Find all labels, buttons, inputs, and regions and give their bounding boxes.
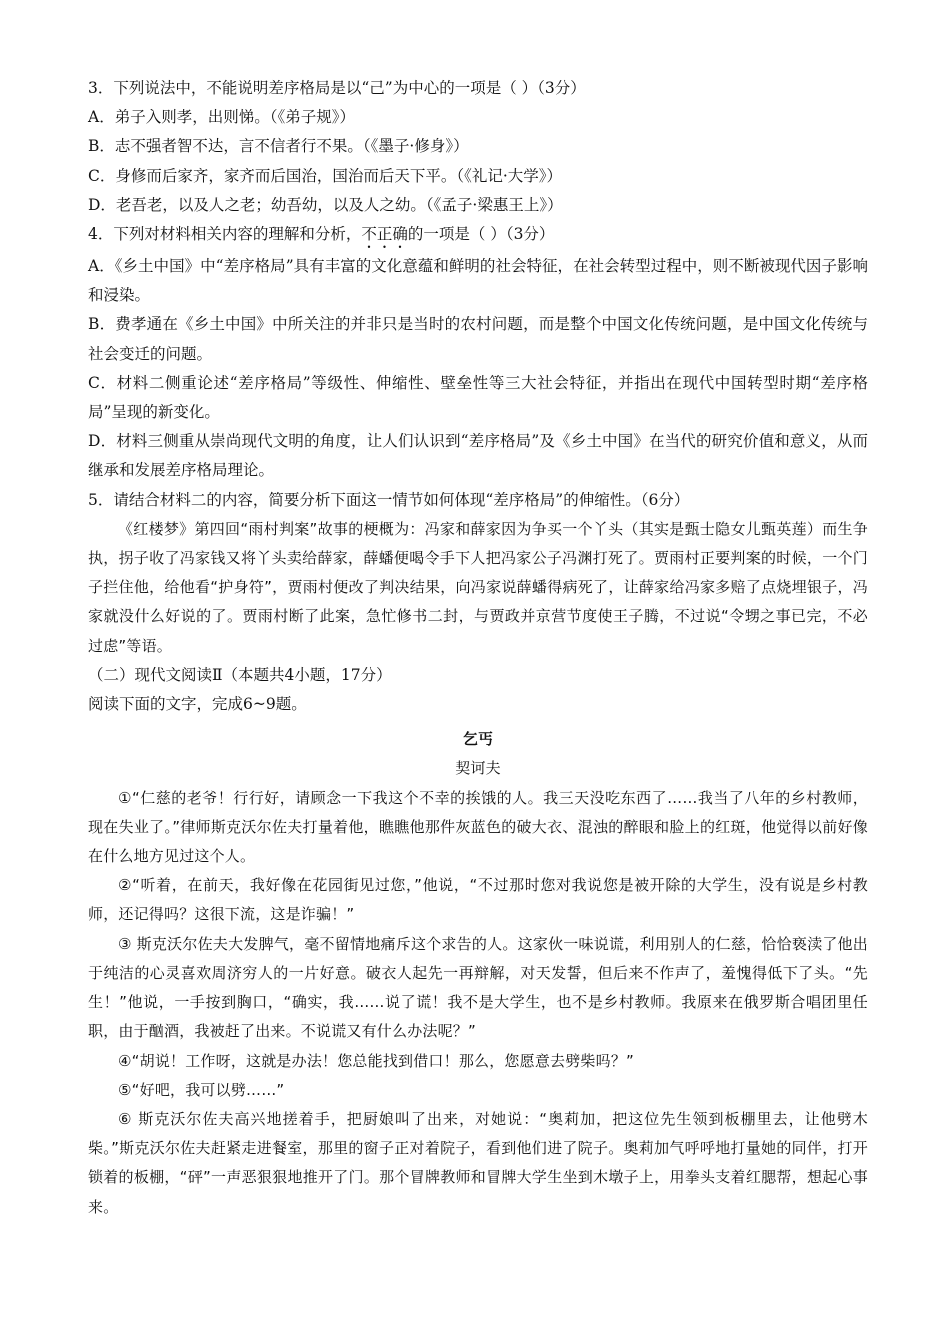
story-paragraph-1: ①“仁慈的老爷！行行好，请顾念一下我这个不幸的挨饿的人。我三天没吃东西了……我当了八年的乡村教师，现在失业了。”律师斯克沃尔佐夫打量着他，瞧瞧他那件灰蓝色的破大衣、混浊的醉眼和脸上的红斑，他觉得以前好像在什么地方见过这个人。 [88, 788, 868, 866]
q4-stem-before: 4．下列对材料相关内容的理解和分析， [88, 225, 362, 244]
q5-stem: 5．请结合材料二的内容，简要分析下面这一情节如何体现“差序格局”的伸缩性。（6分） [88, 490, 690, 509]
q4-option-c: C．材料二侧重论述“差序格局”等级性、伸缩性、壁垒性等三大社会特征，并指出在现代中国转型时期“差序格局”呈现的新变化。 [88, 373, 868, 422]
exam-page [88, 74, 868, 1222]
q3-option-b: B．志不强者智不达，言不信者行不果。（《墨子·修身》） [88, 137, 469, 156]
q4-stem-after: 的一项是（ ）（3分） [407, 225, 555, 244]
story-paragraph-4: ④“胡说！工作呀，这就是办法！您总能找到借口！那么，您愿意去劈柴吗？” [118, 1051, 634, 1070]
story-paragraph-5: ⑤“好吧，我可以劈……” [118, 1080, 285, 1099]
q3-option-c: C．身修而后家齐，家齐而后国治，国治而后天下平。（《礼记·大学》） [88, 166, 563, 185]
story-paragraph-2: ②“听着，在前天，我好像在花园街见过您，”他说，“不过那时您对我说您是被开除的大学生，没有说是乡村教师，还记得吗？这很下流，这是诈骗！” [88, 876, 868, 924]
story-paragraph-6: ⑥ 斯克沃尔佐夫高兴地搓着手，把厨娘叫了出来，对她说：“奥莉加，把这位先生领到板棚里去，让他劈木柴。”斯克沃尔佐夫赶紧走进餐室，那里的窗子正对着院子，看到他们进了院子。奥莉加气呼呼地打量她的同伴，打开锁着的板棚，“砰”一声恶狠狠地推开了门。那个冒牌教师和冒牌大学生坐到木墩子上，用拳头支着红腮帮，想起心事来。 [88, 1109, 868, 1216]
q3-option-a: A．弟子入则孝，出则悌。（《弟子规》） [88, 108, 355, 127]
story-paragraph-3: ③ 斯克沃尔佐夫大发脾气，毫不留情地痛斥这个求告的人。这家伙一味说谎，利用别人的仁慈，恰恰亵渎了他出于纯洁的心灵喜欢周济穷人的一片好意。破衣人起先一再辩解，对天发誓，但后来不作声了，羞愧得低下了头。“先生！”他说，一手按到胸口，“确实，我……说了谎！我不是大学生，也不是乡村教师。我原来在俄罗斯合唱团里任职，由于酗酒，我被赶了出来。不说谎又有什么办法呢？” [88, 934, 868, 1041]
q4-option-d: D．材料三侧重从崇尚现代文明的角度，让人们认识到“差序格局”及《乡土中国》在当代的研究价值和意义，从而继承和发展差序格局理论。 [88, 432, 868, 480]
q3-option-d: D．老吾老，以及人之老；幼吾幼，以及人之幼。（《孟子·梁惠王上》） [88, 195, 563, 214]
q5-passage: 《红楼梦》第四回“雨村判案”故事的梗概为：冯家和薛家因为争买一个丫头（其实是甄士隐女儿甄英莲）而生争执，拐子收了冯家钱又将丫头卖给薛家，薛蟠便喝令手下人把冯家公子冯渊打死了。贾雨村正要判案的时候，一个门子拦住他，给他看“护身符”，贾雨村便改了判决结果，向冯家说薛蟠得病死了，让薛家给冯家多赔了点烧埋银子，冯家就没什么好说的了。贾雨村断了此案，急忙修书二封，与贾政并京营节度使王子腾，不过说“令甥之事已完，不必过虑”等语。 [88, 519, 868, 655]
q4-stem-emphasis: 不正确 [361, 225, 408, 244]
section-heading: （二）现代文阅读Ⅱ（本题共4小题，17分） [88, 665, 392, 684]
story-author: 契诃夫 [455, 759, 501, 778]
q4-stem [88, 220, 868, 252]
q4-option-a: A．《乡土中国》中“差序格局”具有丰富的文化意蕴和鲜明的社会特征，在社会转型过程中，则不断被现代因子影响和浸染。 [88, 257, 868, 305]
section-instruction: 阅读下面的文字，完成6~9题。 [88, 695, 307, 714]
q4-option-b: B．费孝通在《乡土中国》中所关注的并非只是当时的农村问题，而是整个中国文化传统问题，是中国文化传统与社会变迁的问题。 [88, 315, 868, 363]
story-title: 乞丐 [462, 730, 494, 749]
q3-stem: 3．下列说法中，不能说明差序格局是以“己”为中心的一项是（ ）（3分） [88, 79, 586, 97]
